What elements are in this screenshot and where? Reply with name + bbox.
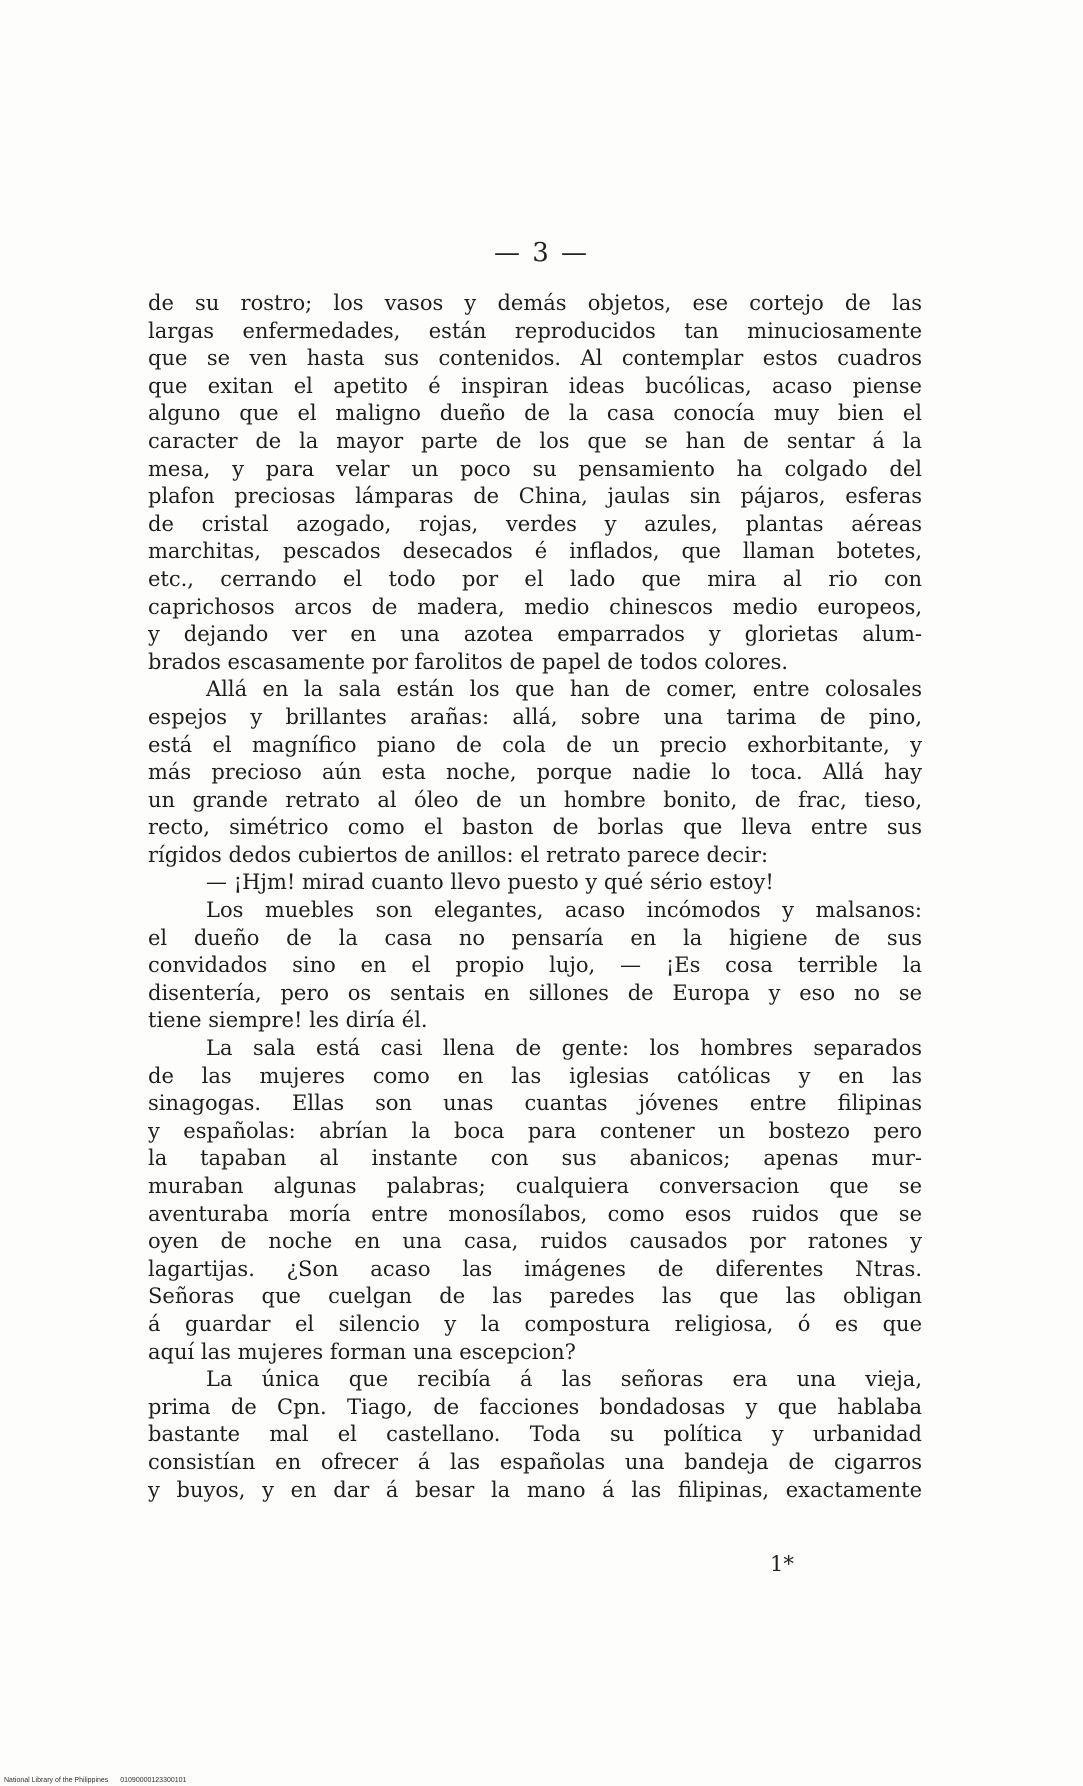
signature-mark: 1* [770, 1552, 794, 1576]
text-line: La sala está casi llena de gente: los hombres separados [206, 1036, 922, 1061]
text-line: recto, simétrico como el baston de borlas que lleva entre sus [148, 815, 922, 840]
text-line: tiene siempre! les diría él. [148, 1008, 428, 1033]
text-line: más precioso aún esta noche, porque nadie lo toca. Allá hay [148, 760, 922, 785]
text-line: está el magnífico piano de cola de un precio exhorbitante, y [148, 732, 922, 757]
text-line: — ¡Hjm! mirad cuanto llevo puesto y qué sério estoy! [206, 870, 774, 895]
text-line: prima de Cpn. Tiago, de facciones bondadosas y que hablaba [148, 1394, 922, 1419]
text-line: plafon preciosas lámparas de China, jaulas sin pájaros, esferas [148, 484, 922, 509]
text-line: convidados sino en el propio lujo, — ¡Es cosa terrible la [148, 953, 922, 978]
text-line: Los muebles son elegantes, acaso incómodos y malsanos: [206, 898, 922, 923]
text-line: muraban algunas palabras; cualquiera conversacion que se [148, 1174, 922, 1198]
page-number: — 3 — [493, 238, 590, 268]
text-line: lagartijas. ¿Son acaso las imágenes de diferentes Ntras. [148, 1256, 922, 1281]
text-line: sinagogas. Ellas son unas cuantas jóvenes entre filipinas [148, 1091, 922, 1116]
footer-credit [4, 1777, 196, 1784]
text-line: caprichosos arcos de madera, medio chinescos medio europeos, [148, 594, 922, 619]
text-line: de las mujeres como en las iglesias católicas y en las [148, 1063, 922, 1088]
footer-id: 01090000123300101 [120, 1777, 187, 1784]
text-line: rígidos dedos cubiertos de anillos: el retrato parece decir: [148, 842, 769, 867]
text-line: aventuraba moría entre monosílabos, como esos ruidos que se [148, 1201, 922, 1226]
text-line: un grande retrato al óleo de un hombre bonito, de frac, tieso, [148, 787, 922, 812]
footer-library: National Library of the Philippines [4, 1777, 109, 1784]
text-line: de cristal azogado, rojas, verdes y azules, plantas aéreas [148, 511, 922, 536]
text-line: La única que recibía á las señoras era una vieja, [206, 1367, 922, 1392]
text-line: Allá en la sala están los que han de comer, entre colosales [206, 677, 922, 702]
text-line: bastante mal el castellano. Toda su política y urbanidad [148, 1422, 922, 1447]
text-line: mesa, y para velar un poco su pensamiento ha colgado del [148, 456, 922, 481]
text-line: de su rostro; los vasos y demás objetos, ese cortejo de las [148, 291, 922, 315]
text-line: etc., cerrando el todo por el lado que mira al rio con [148, 566, 922, 591]
text-line: consistían en ofrecer á las españolas una bandeja de cigarros [148, 1449, 922, 1474]
text-line: á guardar el silencio y la compostura religiosa, ó es que [148, 1311, 922, 1336]
text-line: disentería, pero os sentais en sillones de Europa y eso no se [148, 980, 922, 1005]
text-line: brados escasamente por farolitos de papel de todos colores. [148, 649, 789, 674]
text-line: alguno que el maligno dueño de la casa conocía muy bien el [148, 401, 922, 426]
text-line: oyen de noche en una casa, ruidos causados por ratones y [148, 1229, 922, 1254]
text-line: largas enfermedades, están reproducidos tan minuciosamente [148, 318, 922, 343]
text-line: aquí las mujeres forman una escepcion? [148, 1339, 576, 1364]
text-line: y dejando ver en una azotea emparrados y glorietas alum- [148, 622, 922, 647]
text-line: y buyos, y en dar á besar la mano á las filipinas, exactamente [148, 1477, 922, 1502]
text-line: que se ven hasta sus contenidos. Al contemplar estos cuadros [148, 346, 922, 371]
text-line: Señoras que cuelgan de las paredes las que las obligan [148, 1284, 922, 1309]
text-line: marchitas, pescados desecados é inflados, que llaman botetes, [148, 539, 922, 564]
text-line: el dueño de la casa no pensaría en la higiene de sus [148, 925, 922, 950]
text-line: y españolas: abrían la boca para contener un bostezo pero [148, 1118, 922, 1143]
body-text [148, 290, 922, 1504]
text-line: caracter de la mayor parte de los que se han de sentar á la [148, 428, 922, 453]
text-line: la tapaban al instante con sus abanicos; apenas mur- [148, 1146, 922, 1171]
text-line: que exitan el apetito é inspiran ideas bucólicas, acaso piense [148, 373, 922, 398]
text-line: espejos y brillantes arañas: allá, sobre una tarima de pino, [148, 704, 922, 729]
